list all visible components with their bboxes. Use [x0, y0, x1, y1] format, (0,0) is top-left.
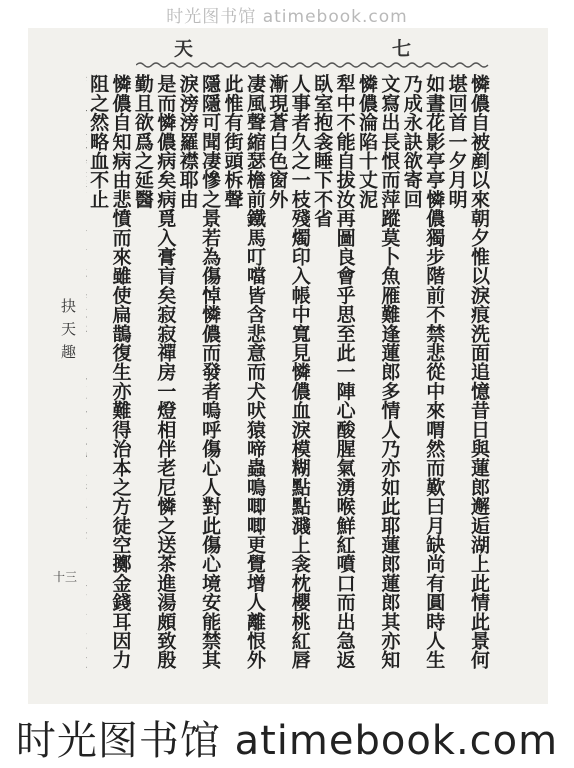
text-column: 隱隱可聞凄慘之景若為傷悼憐儂而發者嗚呼傷心人對此傷心境安能禁其淚滂滂羅襟耶由: [176, 74, 222, 670]
header-right-char: 七: [392, 38, 412, 60]
header-left-char: 天: [174, 38, 194, 60]
text-column: 犁中不能自拔汝再圖良會乎思至此一陣心酸腥氣湧喉鮮紅噴口而出急返臥室抱衾睡下不省: [311, 74, 356, 670]
margin-book-title: 抉天趣: [59, 298, 77, 367]
text-column: 凄風聲縮瑟檐前鐵馬叮噹皆含悲意而犬吠猿啼蟲鳴唧唧更覺增人離恨外此惟有街頭柝聲: [221, 74, 266, 670]
text-column: 文寫出長恨而萍蹤莫卜魚雁難逢蓮郎多情人乃亦如此耶蓮郎蓮郎其亦知憐儂淪陷十丈泥: [355, 74, 401, 670]
top-watermark: 时光图书馆 atimebook.com: [166, 6, 408, 27]
scanned-page: [28, 28, 548, 704]
text-column: 如晝花影亭亭憐儂獨步階前不禁悲從中來喟然而歎曰月缺尚有圓時人生乃成永訣欲寄回: [400, 74, 446, 670]
text-column: [86, 74, 87, 684]
decorative-wavy-rule: [136, 61, 490, 69]
text-column: 憐儂自被剷以來朝夕惟以淚痕洗面追憶昔日與蓮郎邂逅湖上此情此景何堪回首一夕月明: [445, 74, 490, 670]
text-column: 是而憐儂病矣病覓入膏肓矣寂寂禪房一燈相伴老尼憐之送茶進湯頗致殷勤且欲爲之延醫: [131, 74, 177, 670]
bottom-watermark: 时光图书馆 atimebook.com: [15, 717, 559, 764]
vertical-body-text: [86, 74, 490, 684]
text-column: 人事者久之一枝殘燭印入帳中寬見憐儂血淚模糊點點濺上衾枕櫻桃紅唇漸現蒼白色窗外: [266, 74, 311, 670]
text-column: 憐儂自知病由悲憤而來雖使扁鵲復生亦難得治本之方徒空擲金錢耳因力阻之然略血不止: [87, 74, 132, 670]
margin-page-number: 十三: [53, 570, 78, 584]
